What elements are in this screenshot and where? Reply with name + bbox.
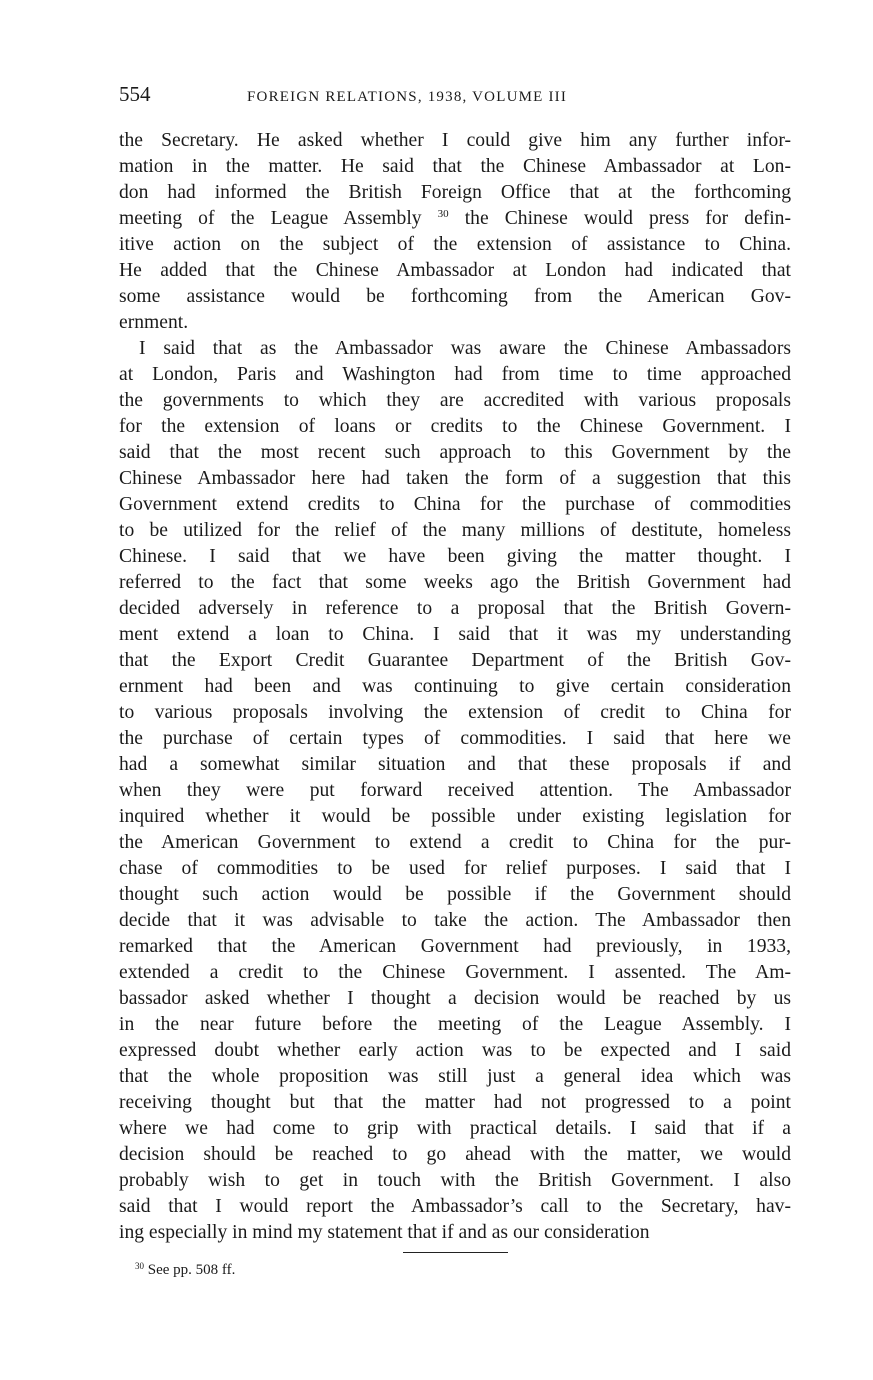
text-line: for the extension of loans or credits to the Chinese Government. I [119, 416, 791, 437]
text-line: decided adversely in reference to a proposal that the British Govern- [119, 598, 791, 619]
text-line: the Secretary. He asked whether I could give him any further infor- [119, 130, 791, 151]
line-text-before-ref: meeting of the League Assembly [119, 208, 422, 229]
text-line: He added that the Chinese Ambassador at London had indicated that [119, 260, 791, 281]
text-line: where we had come to grip with practical details. I said that if a [119, 1118, 791, 1139]
text-line: Government extend credits to China for the purchase of commodities [119, 494, 791, 515]
running-head [119, 82, 791, 116]
text-line: some assistance would be forthcoming from the American Gov- [119, 286, 791, 307]
footnote-reference[interactable]: 30 [437, 208, 449, 220]
text-line: that the Export Credit Guarantee Department of the British Gov- [119, 650, 791, 671]
text-line: ing especially in mind my statement that if and as our consideration [119, 1222, 650, 1243]
running-title: FOREIGN RELATIONS, 1938, VOLUME III [247, 89, 568, 105]
footnote-rule [403, 1252, 508, 1253]
text-line: referred to the fact that some weeks ago the British Government had [119, 572, 791, 593]
text-line: don had informed the British Foreign Office that at the forthcoming [119, 182, 791, 203]
text-line: extended a credit to the Chinese Government. I assented. The Am- [119, 962, 791, 983]
text-line: the governments to which they are accredited with various proposals [119, 390, 791, 411]
text-line: expressed doubt whether early action was to be expected and I said [119, 1040, 791, 1061]
text-line: in the near future before the meeting of the League Assembly. I [119, 1014, 791, 1035]
paragraph-2 [119, 336, 791, 1246]
text-line: mation in the matter. He said that the Chinese Ambassador at Lon- [119, 156, 791, 177]
text-line: receiving thought but that the matter had not progressed to a point [119, 1092, 791, 1113]
text-line: the purchase of certain types of commodities. I said that here we [119, 728, 791, 749]
text-line: chase of commodities to be used for relief purposes. I said that I [119, 858, 791, 879]
text-line: decision should be reached to go ahead with the matter, we would [119, 1144, 791, 1165]
body-text [119, 128, 791, 1246]
text-line: Chinese Ambassador here had taken the form of a suggestion that this [119, 468, 791, 489]
text-line: had a somewhat similar situation and that these proposals if and [119, 754, 791, 775]
page-number: 554 [119, 82, 151, 106]
text-line: thought such action would be possible if the Government should [119, 884, 791, 905]
text-line: at London, Paris and Washington had from time to time approached [119, 364, 791, 385]
text-line: to various proposals involving the extension of credit to China for [119, 702, 791, 723]
text-line: probably wish to get in touch with the British Government. I also [119, 1170, 791, 1191]
footnote [135, 1261, 791, 1279]
text-line: itive action on the subject of the extension of assistance to China. [119, 234, 791, 255]
paragraph-1 [119, 128, 791, 336]
text-line: I said that as the Ambassador was aware the Chinese Ambassadors [139, 338, 791, 359]
text-line: said that the most recent such approach to this Government by the [119, 442, 791, 463]
text-line: ernment. [119, 312, 189, 333]
text-line: inquired whether it would be possible under existing legislation for [119, 806, 791, 827]
text-line: bassador asked whether I thought a decision would be reached by us [119, 988, 791, 1009]
text-line: ernment had been and was continuing to give certain consideration [119, 676, 791, 697]
text-line: when they were put forward received attention. The Ambassador [119, 780, 791, 801]
text-line: Chinese. I said that we have been giving the matter thought. I [119, 546, 791, 567]
text-line: decide that it was advisable to take the action. The Ambassador then [119, 910, 791, 931]
document-page [119, 82, 791, 1279]
text-line: to be utilized for the relief of the many millions of destitute, homeless [119, 520, 791, 541]
text-line: remarked that the American Government had previously, in 1933, [119, 936, 791, 957]
footnote-text: See pp. 508 ff. [147, 1262, 236, 1278]
text-line [119, 206, 791, 232]
text-line: the American Government to extend a credit to China for the pur- [119, 832, 791, 853]
text-line: ment extend a loan to China. I said that it was my understanding [119, 624, 791, 645]
text-line: said that I would report the Ambassador’s call to the Secretary, hav- [119, 1196, 791, 1217]
text-line: that the whole proposition was still just a general idea which was [119, 1066, 791, 1087]
footnote-marker: 30 [135, 1261, 144, 1271]
line-text-after-ref: the Chinese would press for defin- [448, 208, 792, 229]
